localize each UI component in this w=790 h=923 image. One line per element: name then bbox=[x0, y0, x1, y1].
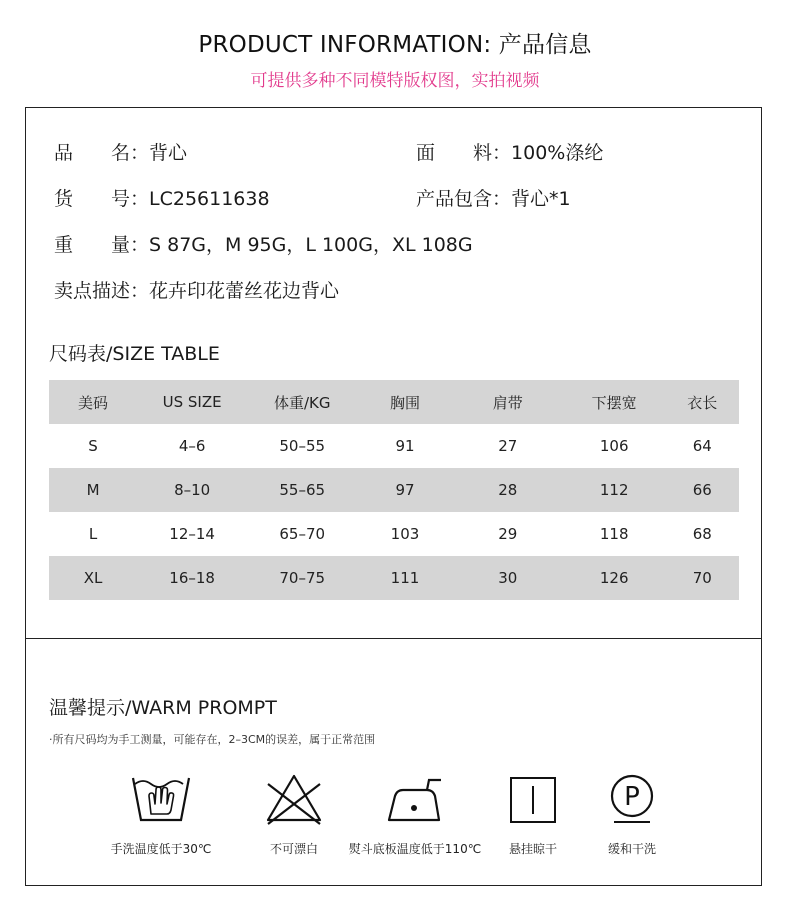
info-selling-points bbox=[54, 276, 339, 303]
table-cell: 64 bbox=[692, 437, 712, 455]
table-cell: 8–10 bbox=[174, 481, 211, 499]
table-cell: 103 bbox=[390, 525, 420, 543]
table-cell: 70 bbox=[692, 569, 712, 587]
page-heading: PRODUCT INFORMATION: 产品信息 bbox=[198, 32, 592, 58]
care-item-dry-clean bbox=[562, 770, 702, 857]
care-label: 手洗温度低于30℃ bbox=[110, 842, 212, 856]
table-cell: 97 bbox=[395, 481, 415, 499]
info-fabric-label: 面 料： bbox=[416, 142, 512, 164]
table-cell: 91 bbox=[395, 437, 415, 455]
info-item-no-label: 货 号： bbox=[54, 188, 150, 210]
header-cell: 衣长 bbox=[687, 393, 718, 412]
table-cell: 27 bbox=[498, 437, 518, 455]
page-subheading: 可提供多种不同模特版权图，实拍视频 bbox=[250, 71, 540, 91]
table-cell: 29 bbox=[498, 525, 518, 543]
table-cell: 66 bbox=[692, 481, 712, 499]
table-cell: 111 bbox=[390, 569, 420, 587]
info-fabric bbox=[416, 138, 603, 165]
info-name bbox=[54, 138, 187, 165]
table-cell: 12–14 bbox=[169, 525, 215, 543]
info-package-label: 产品包含： bbox=[416, 188, 512, 210]
info-name-label: 品 名： bbox=[54, 142, 150, 164]
table-cell: 30 bbox=[498, 569, 518, 587]
info-weight bbox=[54, 230, 473, 257]
table-cell: 16–18 bbox=[169, 569, 215, 587]
table-cell: L bbox=[88, 525, 98, 543]
table-cell: 68 bbox=[692, 525, 712, 543]
table-row bbox=[49, 468, 739, 512]
care-label: 悬挂晾干 bbox=[508, 842, 557, 856]
table-cell: 106 bbox=[599, 437, 629, 455]
info-package bbox=[416, 184, 571, 211]
table-cell: XL bbox=[83, 569, 103, 587]
table-cell: 4–6 bbox=[178, 437, 206, 455]
dry-clean-symbol: P bbox=[624, 782, 640, 812]
info-name-value: 背心 bbox=[149, 142, 188, 164]
care-label: 不可漂白 bbox=[269, 842, 318, 856]
table-row bbox=[49, 424, 739, 468]
iron-icon bbox=[383, 770, 447, 826]
table-cell: S bbox=[88, 437, 98, 455]
section-divider bbox=[25, 638, 762, 639]
table-cell: 118 bbox=[599, 525, 629, 543]
table-cell: 55–65 bbox=[279, 481, 326, 499]
header-cell: 胸围 bbox=[389, 393, 420, 412]
table-cell: 50–55 bbox=[279, 437, 326, 455]
header-cell: 美码 bbox=[78, 393, 109, 412]
no-bleach-icon bbox=[262, 770, 326, 826]
header-cell: US SIZE bbox=[162, 393, 222, 411]
warm-prompt-note: ·所有尺码均为手工测量，可能存在，2–3CM的误差，属于正常范围 bbox=[49, 733, 376, 746]
table-cell: M bbox=[86, 481, 100, 499]
care-item-no-bleach bbox=[224, 770, 364, 857]
info-selling-label: 卖点描述： bbox=[54, 280, 150, 302]
table-cell: 112 bbox=[599, 481, 629, 499]
info-fabric-value: 100%涤纶 bbox=[511, 142, 604, 164]
hand-wash-icon bbox=[129, 770, 193, 826]
info-package-value: 背心*1 bbox=[511, 188, 571, 210]
size-table-title: 尺码表/SIZE TABLE bbox=[49, 343, 220, 365]
header-cell: 肩带 bbox=[492, 393, 523, 412]
info-item-no-value: LC25611638 bbox=[149, 188, 270, 210]
header-cell: 体重/KG bbox=[273, 393, 331, 412]
dry-clean-icon bbox=[600, 770, 664, 826]
info-selling-value: 花卉印花蕾丝花边背心 bbox=[149, 280, 340, 302]
care-label: 缓和干洗 bbox=[607, 842, 656, 856]
table-row bbox=[49, 556, 739, 600]
table-cell: 28 bbox=[498, 481, 518, 499]
size-table-header-row bbox=[49, 380, 739, 424]
table-cell: 70–75 bbox=[279, 569, 326, 587]
hang-dry-icon bbox=[501, 770, 565, 826]
warm-prompt-title: 温馨提示/WARM PROMPT bbox=[49, 697, 277, 719]
size-table bbox=[49, 380, 739, 600]
info-item-no bbox=[54, 184, 270, 211]
header-cell: 下摆宽 bbox=[591, 393, 637, 412]
info-weight-value: S 87G，M 95G，L 100G，XL 108G bbox=[149, 234, 473, 256]
care-item-hand-wash bbox=[91, 770, 231, 857]
table-row bbox=[49, 512, 739, 556]
table-cell: 65–70 bbox=[279, 525, 326, 543]
care-label: 熨斗底板温度低于110℃ bbox=[348, 842, 482, 856]
info-weight-label: 重 量： bbox=[54, 234, 150, 256]
table-cell: 126 bbox=[599, 569, 629, 587]
